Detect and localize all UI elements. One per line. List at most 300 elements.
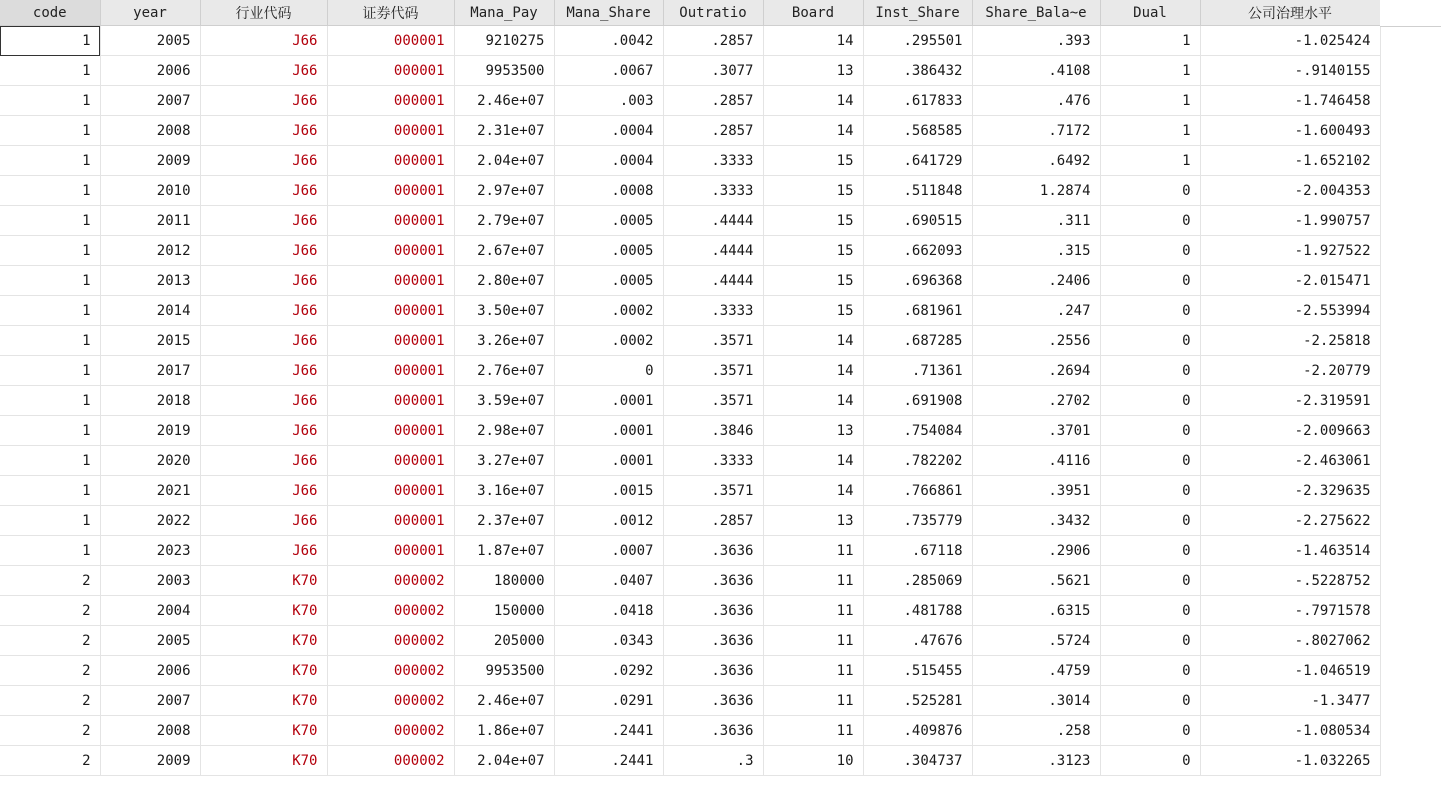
cell-share_bala[interactable]: .2556 bbox=[972, 326, 1100, 356]
cell-year[interactable]: 2017 bbox=[100, 356, 200, 386]
cell-sec[interactable]: 000001 bbox=[327, 356, 454, 386]
cell-dual[interactable]: 0 bbox=[1100, 536, 1200, 566]
cell-year[interactable]: 2008 bbox=[100, 116, 200, 146]
cell-industry[interactable]: J66 bbox=[200, 56, 327, 86]
cell-share_bala[interactable]: .6315 bbox=[972, 596, 1100, 626]
cell-board[interactable]: 14 bbox=[763, 386, 863, 416]
cell-board[interactable]: 15 bbox=[763, 296, 863, 326]
cell-gov[interactable]: -.7971578 bbox=[1200, 596, 1380, 626]
cell-code[interactable]: 1 bbox=[0, 56, 100, 86]
cell-share_bala[interactable]: .3014 bbox=[972, 686, 1100, 716]
cell-sec[interactable]: 000001 bbox=[327, 176, 454, 206]
cell-gov[interactable]: -2.463061 bbox=[1200, 446, 1380, 476]
cell-board[interactable]: 11 bbox=[763, 566, 863, 596]
cell-year[interactable]: 2020 bbox=[100, 446, 200, 476]
cell-board[interactable]: 11 bbox=[763, 716, 863, 746]
cell-industry[interactable]: J66 bbox=[200, 476, 327, 506]
cell-code[interactable]: 1 bbox=[0, 356, 100, 386]
cell-industry[interactable]: J66 bbox=[200, 296, 327, 326]
cell-mana_share[interactable]: .0002 bbox=[554, 326, 663, 356]
cell-share_bala[interactable]: .3123 bbox=[972, 746, 1100, 776]
cell-board[interactable]: 10 bbox=[763, 746, 863, 776]
cell-dual[interactable]: 0 bbox=[1100, 296, 1200, 326]
cell-dual[interactable]: 0 bbox=[1100, 566, 1200, 596]
cell-mana_share[interactable]: .0001 bbox=[554, 386, 663, 416]
cell-industry[interactable]: J66 bbox=[200, 506, 327, 536]
cell-mana_pay[interactable]: 3.27e+07 bbox=[454, 446, 554, 476]
cell-code[interactable]: 1 bbox=[0, 536, 100, 566]
cell-gov[interactable]: -1.990757 bbox=[1200, 206, 1380, 236]
cell-year[interactable]: 2003 bbox=[100, 566, 200, 596]
cell-industry[interactable]: K70 bbox=[200, 686, 327, 716]
cell-industry[interactable]: J66 bbox=[200, 446, 327, 476]
cell-mana_pay[interactable]: 9953500 bbox=[454, 56, 554, 86]
cell-mana_share[interactable]: .0008 bbox=[554, 176, 663, 206]
cell-gov[interactable]: -1.600493 bbox=[1200, 116, 1380, 146]
cell-outratio[interactable]: .3571 bbox=[663, 386, 763, 416]
cell-inst_share[interactable]: .285069 bbox=[863, 566, 972, 596]
cell-outratio[interactable]: .2857 bbox=[663, 506, 763, 536]
cell-industry[interactable]: K70 bbox=[200, 626, 327, 656]
cell-share_bala[interactable]: 1.2874 bbox=[972, 176, 1100, 206]
cell-share_bala[interactable]: .393 bbox=[972, 26, 1100, 56]
cell-dual[interactable]: 1 bbox=[1100, 146, 1200, 176]
cell-mana_share[interactable]: .0418 bbox=[554, 596, 663, 626]
cell-inst_share[interactable]: .735779 bbox=[863, 506, 972, 536]
cell-industry[interactable]: K70 bbox=[200, 746, 327, 776]
cell-dual[interactable]: 0 bbox=[1100, 746, 1200, 776]
column-header-year[interactable]: year bbox=[100, 0, 200, 26]
cell-outratio[interactable]: .3571 bbox=[663, 476, 763, 506]
cell-mana_pay[interactable]: 2.37e+07 bbox=[454, 506, 554, 536]
cell-code[interactable]: 2 bbox=[0, 656, 100, 686]
cell-inst_share[interactable]: .662093 bbox=[863, 236, 972, 266]
cell-year[interactable]: 2004 bbox=[100, 596, 200, 626]
cell-mana_share[interactable]: .0292 bbox=[554, 656, 663, 686]
cell-dual[interactable]: 0 bbox=[1100, 596, 1200, 626]
cell-mana_pay[interactable]: 3.16e+07 bbox=[454, 476, 554, 506]
cell-sec[interactable]: 000001 bbox=[327, 236, 454, 266]
cell-outratio[interactable]: .3636 bbox=[663, 596, 763, 626]
cell-mana_pay[interactable]: 2.04e+07 bbox=[454, 746, 554, 776]
cell-dual[interactable]: 1 bbox=[1100, 56, 1200, 86]
cell-dual[interactable]: 0 bbox=[1100, 176, 1200, 206]
cell-dual[interactable]: 0 bbox=[1100, 356, 1200, 386]
cell-code[interactable]: 1 bbox=[0, 326, 100, 356]
cell-mana_pay[interactable]: 2.67e+07 bbox=[454, 236, 554, 266]
cell-gov[interactable]: -2.20779 bbox=[1200, 356, 1380, 386]
cell-outratio[interactable]: .4444 bbox=[663, 236, 763, 266]
cell-share_bala[interactable]: .247 bbox=[972, 296, 1100, 326]
cell-sec[interactable]: 000002 bbox=[327, 716, 454, 746]
cell-mana_pay[interactable]: 150000 bbox=[454, 596, 554, 626]
cell-board[interactable]: 14 bbox=[763, 476, 863, 506]
cell-outratio[interactable]: .3636 bbox=[663, 686, 763, 716]
cell-mana_pay[interactable]: 1.86e+07 bbox=[454, 716, 554, 746]
cell-gov[interactable]: -1.652102 bbox=[1200, 146, 1380, 176]
cell-outratio[interactable]: .2857 bbox=[663, 26, 763, 56]
cell-gov[interactable]: -.9140155 bbox=[1200, 56, 1380, 86]
cell-sec[interactable]: 000001 bbox=[327, 416, 454, 446]
cell-sec[interactable]: 000002 bbox=[327, 596, 454, 626]
column-header-mana_pay[interactable]: Mana_Pay bbox=[454, 0, 554, 26]
cell-code[interactable]: 1 bbox=[0, 446, 100, 476]
cell-mana_pay[interactable]: 205000 bbox=[454, 626, 554, 656]
cell-year[interactable]: 2010 bbox=[100, 176, 200, 206]
cell-inst_share[interactable]: .687285 bbox=[863, 326, 972, 356]
cell-year[interactable]: 2023 bbox=[100, 536, 200, 566]
cell-code[interactable]: 1 bbox=[0, 206, 100, 236]
cell-share_bala[interactable]: .311 bbox=[972, 206, 1100, 236]
cell-gov[interactable]: -2.009663 bbox=[1200, 416, 1380, 446]
column-header-gov[interactable]: 公司治理水平 bbox=[1200, 0, 1380, 26]
cell-board[interactable]: 13 bbox=[763, 416, 863, 446]
cell-mana_share[interactable]: .2441 bbox=[554, 716, 663, 746]
cell-industry[interactable]: K70 bbox=[200, 566, 327, 596]
cell-share_bala[interactable]: .7172 bbox=[972, 116, 1100, 146]
cell-mana_pay[interactable]: 3.26e+07 bbox=[454, 326, 554, 356]
cell-dual[interactable]: 0 bbox=[1100, 656, 1200, 686]
cell-board[interactable]: 11 bbox=[763, 656, 863, 686]
cell-code[interactable]: 1 bbox=[0, 386, 100, 416]
cell-dual[interactable]: 0 bbox=[1100, 386, 1200, 416]
cell-industry[interactable]: J66 bbox=[200, 326, 327, 356]
cell-year[interactable]: 2018 bbox=[100, 386, 200, 416]
cell-board[interactable]: 13 bbox=[763, 56, 863, 86]
cell-mana_pay[interactable]: 2.97e+07 bbox=[454, 176, 554, 206]
cell-board[interactable]: 11 bbox=[763, 626, 863, 656]
cell-mana_share[interactable]: .0067 bbox=[554, 56, 663, 86]
cell-inst_share[interactable]: .67118 bbox=[863, 536, 972, 566]
cell-share_bala[interactable]: .3432 bbox=[972, 506, 1100, 536]
column-header-outratio[interactable]: Outratio bbox=[663, 0, 763, 26]
cell-outratio[interactable]: .3636 bbox=[663, 656, 763, 686]
cell-code[interactable]: 1 bbox=[0, 236, 100, 266]
cell-sec[interactable]: 000001 bbox=[327, 86, 454, 116]
cell-share_bala[interactable]: .2702 bbox=[972, 386, 1100, 416]
cell-inst_share[interactable]: .754084 bbox=[863, 416, 972, 446]
cell-inst_share[interactable]: .617833 bbox=[863, 86, 972, 116]
cell-inst_share[interactable]: .691908 bbox=[863, 386, 972, 416]
cell-mana_pay[interactable]: 2.79e+07 bbox=[454, 206, 554, 236]
cell-dual[interactable]: 0 bbox=[1100, 206, 1200, 236]
column-header-board[interactable]: Board bbox=[763, 0, 863, 26]
cell-share_bala[interactable]: .4108 bbox=[972, 56, 1100, 86]
cell-dual[interactable]: 0 bbox=[1100, 686, 1200, 716]
cell-code[interactable]: 2 bbox=[0, 686, 100, 716]
cell-gov[interactable]: -1.080534 bbox=[1200, 716, 1380, 746]
cell-dual[interactable]: 0 bbox=[1100, 506, 1200, 536]
cell-year[interactable]: 2007 bbox=[100, 86, 200, 116]
cell-outratio[interactable]: .3636 bbox=[663, 626, 763, 656]
cell-sec[interactable]: 000001 bbox=[327, 476, 454, 506]
cell-board[interactable]: 15 bbox=[763, 206, 863, 236]
cell-industry[interactable]: K70 bbox=[200, 716, 327, 746]
cell-outratio[interactable]: .3571 bbox=[663, 326, 763, 356]
cell-year[interactable]: 2015 bbox=[100, 326, 200, 356]
cell-board[interactable]: 14 bbox=[763, 356, 863, 386]
cell-board[interactable]: 14 bbox=[763, 116, 863, 146]
cell-industry[interactable]: J66 bbox=[200, 26, 327, 56]
cell-mana_pay[interactable]: 9210275 bbox=[454, 26, 554, 56]
cell-code[interactable]: 2 bbox=[0, 566, 100, 596]
cell-mana_pay[interactable]: 1.87e+07 bbox=[454, 536, 554, 566]
cell-inst_share[interactable]: .525281 bbox=[863, 686, 972, 716]
cell-board[interactable]: 11 bbox=[763, 686, 863, 716]
cell-sec[interactable]: 000002 bbox=[327, 656, 454, 686]
cell-inst_share[interactable]: .304737 bbox=[863, 746, 972, 776]
cell-code[interactable]: 2 bbox=[0, 746, 100, 776]
cell-industry[interactable]: J66 bbox=[200, 116, 327, 146]
cell-code[interactable]: 1 bbox=[0, 296, 100, 326]
cell-board[interactable]: 14 bbox=[763, 86, 863, 116]
cell-year[interactable]: 2019 bbox=[100, 416, 200, 446]
cell-sec[interactable]: 000001 bbox=[327, 326, 454, 356]
cell-gov[interactable]: -2.553994 bbox=[1200, 296, 1380, 326]
cell-industry[interactable]: J66 bbox=[200, 266, 327, 296]
cell-gov[interactable]: -1.927522 bbox=[1200, 236, 1380, 266]
cell-code[interactable]: 1 bbox=[0, 506, 100, 536]
cell-sec[interactable]: 000001 bbox=[327, 206, 454, 236]
cell-outratio[interactable]: .3333 bbox=[663, 146, 763, 176]
cell-outratio[interactable]: .3636 bbox=[663, 566, 763, 596]
cell-outratio[interactable]: .3333 bbox=[663, 296, 763, 326]
cell-code[interactable]: 1 bbox=[0, 146, 100, 176]
cell-dual[interactable]: 0 bbox=[1100, 326, 1200, 356]
cell-mana_pay[interactable]: 2.46e+07 bbox=[454, 686, 554, 716]
cell-industry[interactable]: J66 bbox=[200, 236, 327, 266]
cell-inst_share[interactable]: .47676 bbox=[863, 626, 972, 656]
cell-share_bala[interactable]: .3701 bbox=[972, 416, 1100, 446]
cell-inst_share[interactable]: .782202 bbox=[863, 446, 972, 476]
cell-board[interactable]: 13 bbox=[763, 506, 863, 536]
cell-sec[interactable]: 000001 bbox=[327, 146, 454, 176]
cell-outratio[interactable]: .4444 bbox=[663, 266, 763, 296]
cell-sec[interactable]: 000001 bbox=[327, 536, 454, 566]
cell-year[interactable]: 2008 bbox=[100, 716, 200, 746]
column-header-mana_share[interactable]: Mana_Share bbox=[554, 0, 663, 26]
cell-year[interactable]: 2022 bbox=[100, 506, 200, 536]
cell-outratio[interactable]: .3077 bbox=[663, 56, 763, 86]
cell-outratio[interactable]: .3333 bbox=[663, 446, 763, 476]
cell-board[interactable]: 11 bbox=[763, 536, 863, 566]
cell-board[interactable]: 15 bbox=[763, 236, 863, 266]
cell-share_bala[interactable]: .6492 bbox=[972, 146, 1100, 176]
cell-dual[interactable]: 1 bbox=[1100, 116, 1200, 146]
cell-mana_share[interactable]: .0001 bbox=[554, 416, 663, 446]
cell-mana_pay[interactable]: 3.59e+07 bbox=[454, 386, 554, 416]
cell-industry[interactable]: J66 bbox=[200, 536, 327, 566]
cell-code[interactable]: 2 bbox=[0, 596, 100, 626]
cell-outratio[interactable]: .4444 bbox=[663, 206, 763, 236]
cell-dual[interactable]: 0 bbox=[1100, 716, 1200, 746]
cell-year[interactable]: 2006 bbox=[100, 56, 200, 86]
cell-code[interactable]: 2 bbox=[0, 716, 100, 746]
cell-inst_share[interactable]: .511848 bbox=[863, 176, 972, 206]
cell-industry[interactable]: K70 bbox=[200, 656, 327, 686]
cell-dual[interactable]: 0 bbox=[1100, 236, 1200, 266]
cell-sec[interactable]: 000002 bbox=[327, 686, 454, 716]
cell-outratio[interactable]: .2857 bbox=[663, 116, 763, 146]
cell-code[interactable]: 1 bbox=[0, 416, 100, 446]
cell-inst_share[interactable]: .690515 bbox=[863, 206, 972, 236]
column-header-code[interactable]: code bbox=[0, 0, 100, 26]
cell-industry[interactable]: J66 bbox=[200, 176, 327, 206]
cell-gov[interactable]: -1.046519 bbox=[1200, 656, 1380, 686]
cell-dual[interactable]: 0 bbox=[1100, 266, 1200, 296]
cell-year[interactable]: 2005 bbox=[100, 626, 200, 656]
cell-year[interactable]: 2013 bbox=[100, 266, 200, 296]
cell-board[interactable]: 14 bbox=[763, 26, 863, 56]
cell-sec[interactable]: 000001 bbox=[327, 116, 454, 146]
cell-inst_share[interactable]: .515455 bbox=[863, 656, 972, 686]
cell-board[interactable]: 15 bbox=[763, 176, 863, 206]
cell-board[interactable]: 14 bbox=[763, 446, 863, 476]
cell-year[interactable]: 2007 bbox=[100, 686, 200, 716]
cell-sec[interactable]: 000001 bbox=[327, 266, 454, 296]
cell-share_bala[interactable]: .3951 bbox=[972, 476, 1100, 506]
cell-gov[interactable]: -1.3477 bbox=[1200, 686, 1380, 716]
cell-year[interactable]: 2006 bbox=[100, 656, 200, 686]
cell-year[interactable]: 2005 bbox=[100, 26, 200, 56]
cell-share_bala[interactable]: .4116 bbox=[972, 446, 1100, 476]
cell-industry[interactable]: J66 bbox=[200, 146, 327, 176]
cell-mana_pay[interactable]: 9953500 bbox=[454, 656, 554, 686]
cell-code[interactable]: 1 bbox=[0, 86, 100, 116]
cell-mana_share[interactable]: .0002 bbox=[554, 296, 663, 326]
cell-outratio[interactable]: .3636 bbox=[663, 716, 763, 746]
cell-sec[interactable]: 000001 bbox=[327, 446, 454, 476]
cell-gov[interactable]: -1.746458 bbox=[1200, 86, 1380, 116]
cell-dual[interactable]: 1 bbox=[1100, 26, 1200, 56]
cell-inst_share[interactable]: .766861 bbox=[863, 476, 972, 506]
cell-sec[interactable]: 000002 bbox=[327, 746, 454, 776]
cell-inst_share[interactable]: .295501 bbox=[863, 26, 972, 56]
cell-gov[interactable]: -2.329635 bbox=[1200, 476, 1380, 506]
cell-gov[interactable]: -1.025424 bbox=[1200, 26, 1380, 56]
cell-mana_share[interactable]: .0005 bbox=[554, 236, 663, 266]
cell-outratio[interactable]: .3846 bbox=[663, 416, 763, 446]
cell-mana_pay[interactable]: 2.98e+07 bbox=[454, 416, 554, 446]
cell-inst_share[interactable]: .696368 bbox=[863, 266, 972, 296]
cell-dual[interactable]: 0 bbox=[1100, 416, 1200, 446]
cell-gov[interactable]: -2.275622 bbox=[1200, 506, 1380, 536]
cell-sec[interactable]: 000001 bbox=[327, 506, 454, 536]
cell-gov[interactable]: -2.015471 bbox=[1200, 266, 1380, 296]
cell-mana_share[interactable]: .0004 bbox=[554, 146, 663, 176]
cell-inst_share[interactable]: .481788 bbox=[863, 596, 972, 626]
cell-share_bala[interactable]: .258 bbox=[972, 716, 1100, 746]
cell-industry[interactable]: J66 bbox=[200, 86, 327, 116]
cell-dual[interactable]: 1 bbox=[1100, 86, 1200, 116]
cell-mana_share[interactable]: .003 bbox=[554, 86, 663, 116]
cell-code[interactable]: 1 bbox=[0, 26, 100, 56]
column-header-dual[interactable]: Dual bbox=[1100, 0, 1200, 26]
cell-code[interactable]: 2 bbox=[0, 626, 100, 656]
cell-mana_share[interactable]: .0291 bbox=[554, 686, 663, 716]
cell-mana_pay[interactable]: 3.50e+07 bbox=[454, 296, 554, 326]
cell-industry[interactable]: J66 bbox=[200, 206, 327, 236]
cell-code[interactable]: 1 bbox=[0, 116, 100, 146]
cell-mana_pay[interactable]: 2.46e+07 bbox=[454, 86, 554, 116]
cell-gov[interactable]: -2.319591 bbox=[1200, 386, 1380, 416]
cell-dual[interactable]: 0 bbox=[1100, 626, 1200, 656]
column-header-industry[interactable]: 行业代码 bbox=[200, 0, 327, 26]
cell-outratio[interactable]: .3571 bbox=[663, 356, 763, 386]
cell-inst_share[interactable]: .681961 bbox=[863, 296, 972, 326]
cell-mana_pay[interactable]: 180000 bbox=[454, 566, 554, 596]
cell-outratio[interactable]: .3333 bbox=[663, 176, 763, 206]
cell-board[interactable]: 15 bbox=[763, 146, 863, 176]
cell-sec[interactable]: 000002 bbox=[327, 626, 454, 656]
cell-mana_share[interactable]: .0007 bbox=[554, 536, 663, 566]
column-header-share_bala[interactable]: Share_Bala~e bbox=[972, 0, 1100, 26]
cell-board[interactable]: 15 bbox=[763, 266, 863, 296]
cell-sec[interactable]: 000001 bbox=[327, 26, 454, 56]
cell-share_bala[interactable]: .5621 bbox=[972, 566, 1100, 596]
cell-mana_share[interactable]: .0012 bbox=[554, 506, 663, 536]
cell-gov[interactable]: -1.463514 bbox=[1200, 536, 1380, 566]
cell-share_bala[interactable]: .315 bbox=[972, 236, 1100, 266]
cell-outratio[interactable]: .3 bbox=[663, 746, 763, 776]
cell-share_bala[interactable]: .2406 bbox=[972, 266, 1100, 296]
cell-code[interactable]: 1 bbox=[0, 176, 100, 206]
cell-sec[interactable]: 000001 bbox=[327, 386, 454, 416]
cell-mana_share[interactable]: .0004 bbox=[554, 116, 663, 146]
cell-mana_share[interactable]: .0042 bbox=[554, 26, 663, 56]
cell-gov[interactable]: -.8027062 bbox=[1200, 626, 1380, 656]
cell-mana_share[interactable]: .0407 bbox=[554, 566, 663, 596]
cell-mana_share[interactable]: .0015 bbox=[554, 476, 663, 506]
cell-mana_pay[interactable]: 2.80e+07 bbox=[454, 266, 554, 296]
cell-mana_share[interactable]: .2441 bbox=[554, 746, 663, 776]
cell-board[interactable]: 14 bbox=[763, 326, 863, 356]
cell-inst_share[interactable]: .641729 bbox=[863, 146, 972, 176]
cell-share_bala[interactable]: .476 bbox=[972, 86, 1100, 116]
cell-outratio[interactable]: .3636 bbox=[663, 536, 763, 566]
cell-mana_share[interactable]: .0001 bbox=[554, 446, 663, 476]
cell-gov[interactable]: -2.004353 bbox=[1200, 176, 1380, 206]
cell-industry[interactable]: J66 bbox=[200, 416, 327, 446]
cell-year[interactable]: 2011 bbox=[100, 206, 200, 236]
cell-share_bala[interactable]: .4759 bbox=[972, 656, 1100, 686]
cell-mana_share[interactable]: .0343 bbox=[554, 626, 663, 656]
cell-outratio[interactable]: .2857 bbox=[663, 86, 763, 116]
cell-inst_share[interactable]: .71361 bbox=[863, 356, 972, 386]
cell-code[interactable]: 1 bbox=[0, 266, 100, 296]
cell-year[interactable]: 2009 bbox=[100, 746, 200, 776]
cell-year[interactable]: 2009 bbox=[100, 146, 200, 176]
cell-industry[interactable]: J66 bbox=[200, 386, 327, 416]
cell-gov[interactable]: -.5228752 bbox=[1200, 566, 1380, 596]
cell-year[interactable]: 2012 bbox=[100, 236, 200, 266]
cell-industry[interactable]: J66 bbox=[200, 356, 327, 386]
cell-mana_pay[interactable]: 2.76e+07 bbox=[454, 356, 554, 386]
cell-year[interactable]: 2014 bbox=[100, 296, 200, 326]
cell-sec[interactable]: 000001 bbox=[327, 56, 454, 86]
cell-gov[interactable]: -1.032265 bbox=[1200, 746, 1380, 776]
cell-dual[interactable]: 0 bbox=[1100, 476, 1200, 506]
cell-share_bala[interactable]: .2694 bbox=[972, 356, 1100, 386]
cell-mana_pay[interactable]: 2.04e+07 bbox=[454, 146, 554, 176]
cell-board[interactable]: 11 bbox=[763, 596, 863, 626]
cell-mana_share[interactable]: .0005 bbox=[554, 206, 663, 236]
column-header-sec[interactable]: 证券代码 bbox=[327, 0, 454, 26]
cell-mana_pay[interactable]: 2.31e+07 bbox=[454, 116, 554, 146]
cell-industry[interactable]: K70 bbox=[200, 596, 327, 626]
cell-share_bala[interactable]: .2906 bbox=[972, 536, 1100, 566]
cell-sec[interactable]: 000001 bbox=[327, 296, 454, 326]
